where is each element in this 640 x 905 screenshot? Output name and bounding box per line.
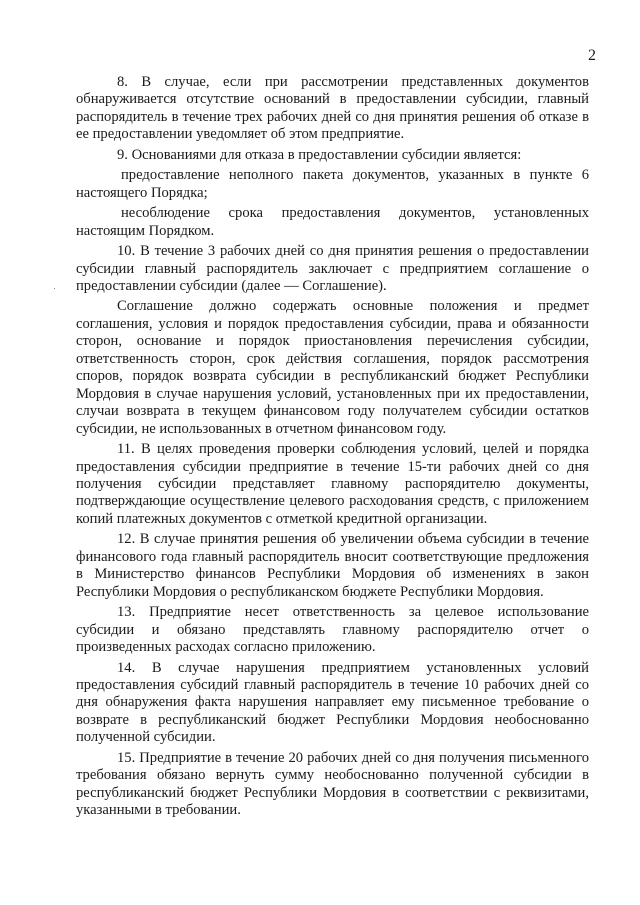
- paragraph-8: 8. В случае, если при рассмотрении представленных документов обнаруживается отсутствие оснований в предоставлении субсидии, главный распорядитель в течение трех рабочих дней со дня принятия решения об отказе в ее предоставлении уведомляет об этом предприятие.: [76, 74, 589, 143]
- paragraph-9: 9. Основаниями для отказа в предоставлении субсидии является:: [117, 146, 522, 163]
- paragraph-13: 13. Предприятие несет ответственность за целевое использование субсидии и обязано представлять главному распорядителю отчет о произведенных расходах согласно приложению.: [76, 604, 589, 656]
- scan-speck: [54, 288, 55, 289]
- paragraph-14: 14. В случае нарушения предприятием установленных условий предоставления субсидий главный распорядитель в течение 10 рабочих дней со дня обнаружения факта нарушения направляет ему письменное требование о возврате в республиканский бюджет Республики Мордовия необоснованно полученной субсидии.: [76, 659, 589, 746]
- paragraph-11: 11. В целях проведения проверки соблюдения условий, целей и порядка предоставления субсидии предприятие в течение 15-ти рабочих дней со дня получения субсидии представляет главному распорядителю документы, подтверждающие осуществление целевого расходования средств, с приложением копий платежных документов с отметкой кредитной организации.: [76, 441, 589, 527]
- page-number: 2: [588, 47, 596, 64]
- document-body: [76, 74, 589, 823]
- paragraph-9-item-2: несоблюдение срока предоставления документов, установленных настоящим Порядком.: [76, 205, 589, 239]
- paragraph-12: 12. В случае принятия решения об увеличении объема субсидии в течение финансового года главный распорядитель вносит соответствующие предложения в Министерство финансов Республики Мордовия об изменениях в закон Республики Мордовия о республиканском бюджете Республики Мордовия.: [76, 531, 589, 600]
- paragraph-9-item-1: предоставление неполного пакета документов, указанных в пункте 6 настоящего Порядка;: [76, 167, 589, 201]
- paragraph-10-agreement: Соглашение должно содержать основные положения и предмет соглашения, условия и порядок предоставления субсидии, права и обязанности сторон, основание и порядок приостановления перечисления субсидии, ответственность сторон, срок действия соглашения, порядок рассмотрения споров, порядок возврата субсидии в республиканский бюджет Республики Мордовия в случае нарушения условий, установленных при их предоставлении, случаи возврата в текущем финансовом году получателем субсидии остатков субсидии, не использованных в отчетном финансовом году.: [76, 298, 589, 437]
- paragraph-10: 10. В течение 3 рабочих дней со дня принятия решения о предоставлении субсидии главный распорядитель заключает с предприятием соглашение о предоставлении субсидии (далее — Соглашение).: [76, 243, 589, 294]
- paragraph-15: 15. Предприятие в течение 20 рабочих дней со дня получения письменного требования обязано вернуть сумму необоснованно полученной субсидии в республиканский бюджет Республики Мордовия в соответствии с реквизитами, указанными в требовании.: [76, 749, 589, 819]
